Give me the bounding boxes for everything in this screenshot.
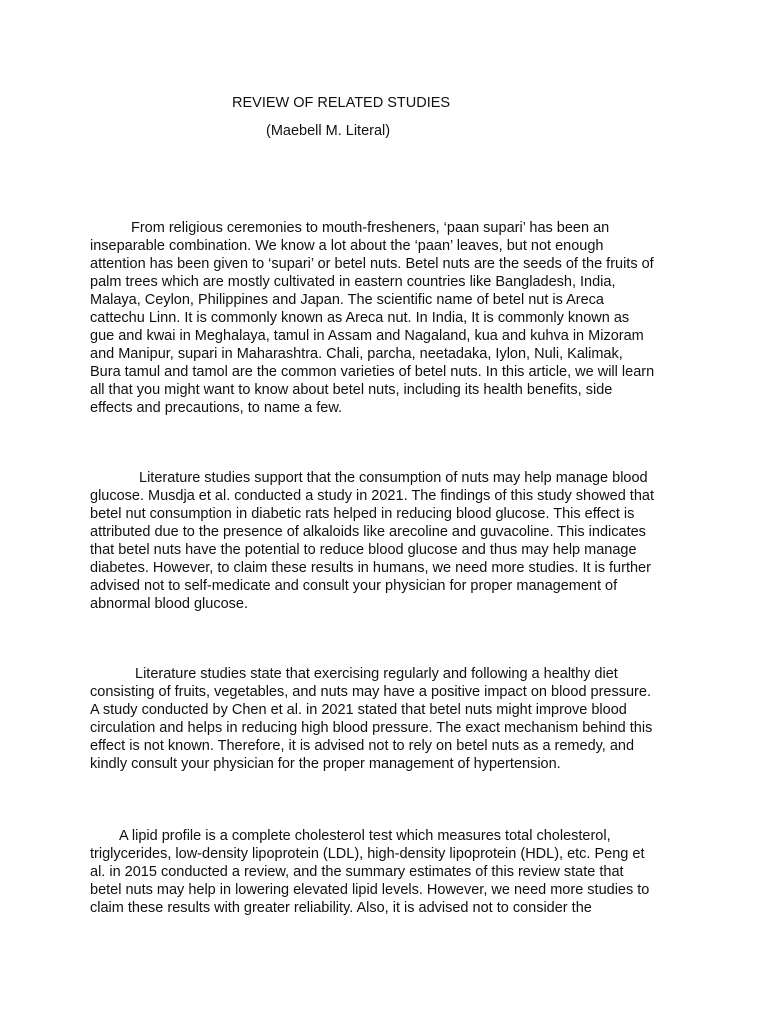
paragraph-line: triglycerides, low-density lipoprotein (LDL), high-density lipoprotein (HDL), etc. Peng et [90, 846, 645, 862]
paragraph-line: Bura tamul and tamol are the common varieties of betel nuts. In this article, we will learn [90, 364, 655, 380]
document-author: (Maebell M. Literal) [266, 123, 391, 139]
paragraph-line: advised not to self-medicate and consult your physician for proper management of [90, 578, 618, 594]
paragraph-line: A lipid profile is a complete cholesterol test which measures total cholesterol, [119, 828, 611, 844]
paragraph-line: betel nut consumption in diabetic rats helped in reducing blood glucose. This effect is [90, 506, 635, 522]
paragraph-line: gue and kwai in Meghalaya, tamul in Assam and Nagaland, kua and kuhva in Mizoram [90, 328, 644, 344]
paragraph-blood-glucose [90, 469, 690, 613]
paragraph-line: and Manipur, supari in Maharashtra. Chali, parcha, neetadaka, Iylon, Nuli, Kalimak, [90, 346, 623, 362]
paragraph-line: Literature studies state that exercising regularly and following a healthy diet [135, 666, 618, 682]
paragraph-line: Malaya, Ceylon, Philippines and Japan. The scientific name of betel nut is Areca [90, 292, 604, 308]
paragraph-line: consisting of fruits, vegetables, and nuts may have a positive impact on blood pressure. [90, 684, 651, 700]
paragraph-line: kindly consult your physician for the proper management of hypertension. [90, 756, 561, 772]
paragraph-line: diabetes. However, to claim these results in humans, we need more studies. It is further [90, 560, 651, 576]
paragraph-line: From religious ceremonies to mouth-fresheners, ‘paan supari’ has been an [131, 220, 610, 236]
paragraph-line: abnormal blood glucose. [90, 596, 248, 612]
document-title: REVIEW OF RELATED STUDIES [232, 95, 451, 111]
paragraph-line: Literature studies support that the consumption of nuts may help manage blood [139, 470, 648, 486]
paragraph-line: glucose. Musdja et al. conducted a study in 2021. The findings of this study showed that [90, 488, 654, 504]
paragraph-line: effects and precautions, to name a few. [90, 400, 343, 416]
paragraph-line: al. in 2015 conducted a review, and the summary estimates of this review state that [90, 864, 624, 880]
paragraph-line: circulation and helps in reducing high blood pressure. The exact mechanism behind this [90, 720, 653, 736]
paragraph-line: that betel nuts have the potential to reduce blood glucose and thus may help manage [90, 542, 637, 558]
paragraph-introduction [90, 219, 690, 417]
paragraph-line: betel nuts may help in lowering elevated lipid levels. However, we need more studies to [90, 882, 650, 898]
paragraph-line: attributed due to the presence of alkaloids like arecoline and guvacoline. This indicates [90, 524, 646, 540]
paragraph-line: claim these results with greater reliability. Also, it is advised not to consider the [90, 900, 592, 916]
paragraph-line: effect is not known. Therefore, it is advised not to rely on betel nuts as a remedy, and [90, 738, 635, 754]
paragraph-line: palm trees which are mostly cultivated in eastern countries like Bangladesh, India, [90, 274, 616, 290]
paragraph-line: A study conducted by Chen et al. in 2021 stated that betel nuts might improve blood [90, 702, 627, 718]
paragraph-line: all that you might want to know about betel nuts, including its health benefits, side [90, 382, 613, 398]
paragraph-line: attention has been given to ‘supari’ or betel nuts. Betel nuts are the seeds of the fruits of [90, 256, 654, 272]
paragraph-line: inseparable combination. We know a lot about the ‘paan’ leaves, but not enough [90, 238, 604, 254]
paragraph-lipid-profile [90, 827, 690, 917]
paragraph-blood-pressure [90, 665, 690, 773]
paragraph-line: cattechu Linn. It is commonly known as Areca nut. In India, It is commonly known as [90, 310, 630, 326]
